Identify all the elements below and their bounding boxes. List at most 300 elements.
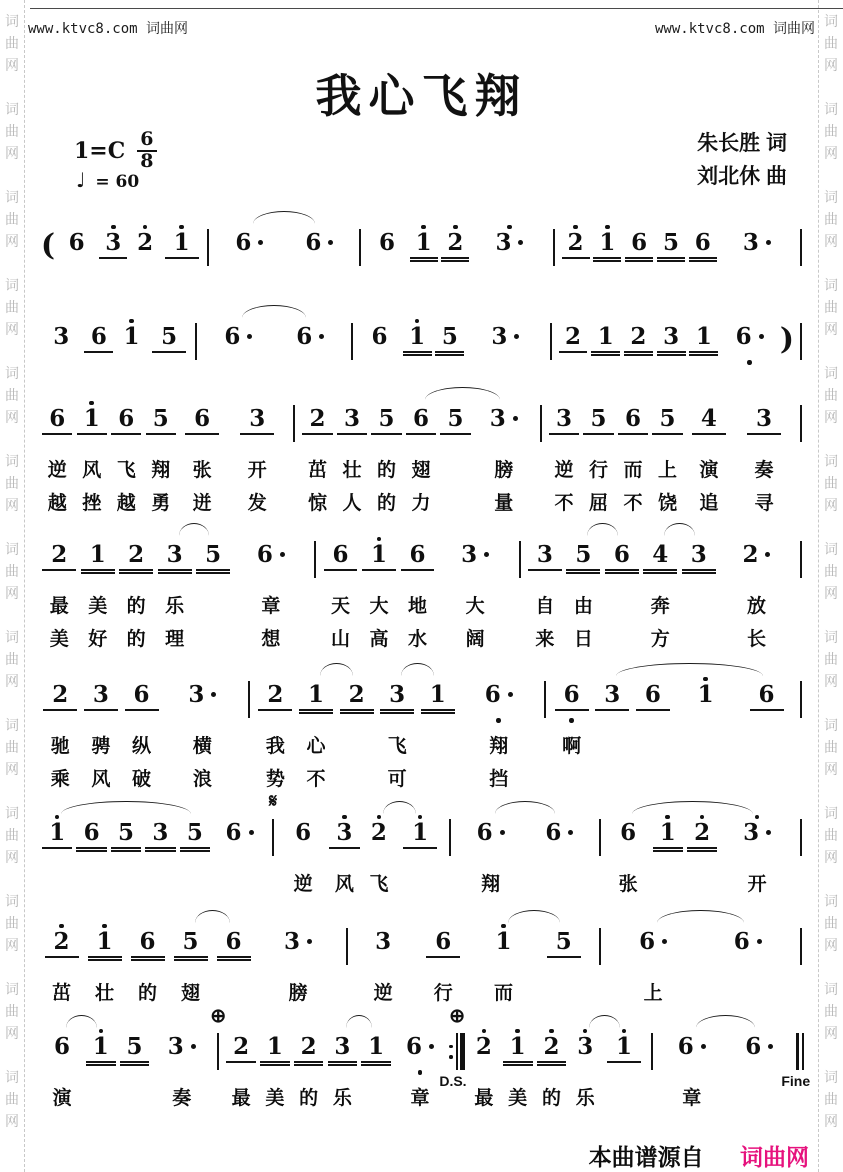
watermark-text: 曲: [824, 915, 838, 931]
note-digit: 2: [348, 681, 365, 708]
lyric-syllable: 上: [643, 983, 663, 1004]
beam-underlines: [226, 432, 288, 441]
barline: [795, 216, 807, 266]
lyric-syllable: 逆: [373, 983, 393, 1004]
note-token: [40, 528, 78, 654]
beam-underlines: [40, 708, 81, 717]
watermark-group: [824, 802, 838, 868]
beam-line: [435, 354, 464, 356]
bar-line: [351, 323, 353, 360]
bar-thin-line: [456, 1033, 458, 1070]
beam-underlines: [126, 955, 169, 964]
barline: [548, 216, 560, 266]
beam-line: [625, 257, 653, 259]
barline: [545, 310, 557, 360]
site-url-left[interactable]: www.ktvc8.com 词曲网: [28, 21, 189, 37]
beam-underlines: [700, 955, 795, 964]
beam-line: [441, 257, 469, 259]
lyric-syllable: 行: [433, 983, 453, 1004]
note-token: [437, 528, 514, 654]
beam-underlines: [726, 1060, 794, 1069]
beam-underlines: [655, 350, 688, 359]
lyric-syllable: 屈: [588, 493, 608, 514]
beam-line: [682, 569, 716, 571]
tempo-marking: [76, 168, 139, 192]
beam-underlines: [471, 256, 547, 265]
lyric-syllable: 的: [541, 1088, 561, 1109]
beam-underlines: [718, 568, 795, 577]
beam-underlines: [84, 1060, 118, 1069]
lyric-syllable: 演: [699, 460, 719, 481]
lyric-syllable: 乐: [575, 1088, 595, 1109]
note-digit: 5: [441, 323, 458, 350]
beam-underlines: [143, 846, 177, 855]
beam-underlines: [202, 350, 274, 359]
lyric-syllable: 开: [747, 874, 767, 895]
watermark-text: 词: [824, 277, 838, 293]
note-digit: 6: [694, 229, 711, 256]
barline: [267, 791, 279, 856]
note-digit: 6: [758, 681, 775, 708]
coda-icon: ⊕: [449, 1006, 465, 1027]
octave-dot-above-row: [143, 216, 148, 229]
lyric-syllable: 大: [369, 596, 389, 617]
barline: [795, 310, 807, 360]
note-token: [109, 392, 143, 518]
octave-dot-above-row: [421, 216, 426, 229]
octave-dot-above-row: [507, 216, 512, 229]
beam-line: [145, 850, 175, 852]
note-token: [296, 668, 337, 794]
beam-line: [185, 433, 219, 435]
beam-underlines: [194, 568, 232, 577]
note-digit: 6: [49, 405, 66, 432]
watermark-text: 网: [5, 937, 19, 953]
note-digit: 6: [639, 928, 667, 955]
credits: [697, 128, 787, 193]
watermark-text: 词: [824, 101, 838, 117]
octave-dot-above-row: [99, 1020, 104, 1033]
note-token: [417, 668, 458, 794]
watermark-text: 网: [824, 1025, 838, 1041]
note-digit: 6: [90, 323, 107, 350]
beam-line: [440, 433, 470, 435]
note-digit: 2: [567, 229, 584, 256]
watermark-text: 词: [5, 101, 19, 117]
beam-line: [81, 572, 115, 574]
lyric-syllable: 阔: [465, 629, 485, 650]
beam-underlines: [360, 568, 398, 577]
note-digit: 3: [461, 541, 489, 568]
watermark-text: 曲: [5, 475, 19, 491]
note-digit: 1: [599, 229, 616, 256]
beam-line: [131, 959, 165, 961]
beam-underlines: [327, 846, 361, 855]
note-token: [685, 392, 733, 518]
beam-line: [652, 433, 682, 435]
beam-line: [258, 709, 292, 711]
lyric-syllable: 壮: [94, 983, 114, 1004]
note-digit: 1: [266, 1033, 283, 1060]
beam-underlines: [534, 955, 594, 964]
beam-line: [406, 433, 436, 435]
augmentation-dot: [258, 240, 263, 245]
beam-underlines: [362, 846, 396, 855]
watermark-text: 曲: [824, 123, 838, 139]
beam-underlines: [169, 955, 212, 964]
note-token: [568, 1020, 602, 1113]
barline: [243, 668, 255, 718]
note-digit: 3: [577, 1033, 594, 1060]
augmentation-dot: [766, 830, 771, 835]
watermark-text: 网: [824, 673, 838, 689]
watermark-text: 词: [5, 365, 19, 381]
barline: [646, 1020, 658, 1070]
watermark-text: 曲: [824, 827, 838, 843]
watermark-group: [824, 10, 838, 76]
watermark-group: [5, 538, 19, 604]
note-digit: 1: [597, 323, 614, 350]
beam-line: [196, 569, 230, 571]
beam-underlines: [687, 350, 720, 359]
watermark-text: 词: [824, 717, 838, 733]
watermark-text: 网: [5, 1113, 19, 1129]
bar-line: [449, 819, 451, 856]
note-token: [622, 310, 655, 370]
note-token: [300, 392, 334, 518]
lyric-syllable: 乐: [165, 596, 185, 617]
octave-dot-above-row: [573, 216, 578, 229]
beam-line: [555, 709, 589, 711]
note-token: [109, 806, 143, 899]
watermark-group: [824, 362, 838, 428]
note-digit: 5: [152, 405, 169, 432]
beam-underlines: [433, 350, 466, 359]
composer-credit: 刘北休 曲: [697, 164, 787, 188]
watermark-text: 网: [824, 57, 838, 73]
note-digit: 3: [375, 928, 392, 955]
beam-line: [299, 712, 333, 714]
barline: [210, 1006, 227, 1070]
beam-line: [88, 959, 122, 961]
note-token: [589, 310, 622, 370]
beam-underlines: [547, 432, 581, 441]
bar-line: [800, 541, 802, 578]
note-token: [255, 668, 296, 794]
bar-line: [314, 541, 316, 578]
bar-line: [800, 229, 802, 266]
note-token: [279, 806, 327, 899]
song-title: 我心飞翔: [315, 70, 528, 122]
beam-line: [380, 709, 414, 711]
octave-dot-above-row: [111, 216, 116, 229]
lyric-syllable: 美: [265, 1088, 285, 1109]
beam-underlines: [589, 350, 622, 359]
note-digit: 6: [624, 405, 641, 432]
barline: [341, 915, 353, 965]
lyric-syllable: 的: [299, 1088, 319, 1109]
lyric-syllable: 开: [247, 460, 267, 481]
note-digit: 4: [652, 541, 669, 568]
watermark-group: [824, 978, 838, 1044]
note-token: [126, 915, 169, 1008]
lyric-syllable: 理: [165, 629, 185, 650]
beam-underlines: [109, 846, 143, 855]
beam-line: [120, 1061, 150, 1063]
lyric-syllable: 茁: [308, 460, 328, 481]
augmentation-dot: [484, 552, 489, 557]
note-token: [40, 1020, 84, 1113]
note-token: [438, 392, 472, 518]
note-token: [117, 528, 155, 654]
augmentation-dot: [247, 334, 252, 339]
note-token: [720, 310, 779, 370]
beam-underlines: [353, 955, 413, 964]
augmentation-dot: [514, 334, 519, 339]
slur-arc: [508, 910, 560, 923]
beam-underlines: [232, 568, 309, 577]
note-digit: 1: [173, 229, 190, 256]
beam-underlines: [413, 955, 473, 964]
beam-underlines: [129, 256, 161, 265]
watermark-group: [5, 802, 19, 868]
slur-arc: [696, 1015, 756, 1028]
octave-dot-above-row: [549, 1020, 554, 1033]
octave-dot-above-row: [482, 1020, 487, 1033]
lyric-syllable: 不: [554, 493, 574, 514]
footer-site-link[interactable]: 词曲网: [740, 1144, 809, 1170]
slur-arc: [401, 663, 434, 676]
note-digit: 5: [118, 819, 135, 846]
lyric-syllable: 的: [126, 629, 146, 650]
bar-thick-line: [802, 1033, 805, 1070]
beam-line: [747, 433, 781, 435]
beam-line: [595, 709, 629, 711]
lyric-syllable: 饶: [657, 493, 677, 514]
beam-line: [636, 709, 670, 711]
beam-underlines: [591, 256, 623, 265]
note-token: [466, 310, 544, 370]
note-token: [471, 216, 547, 276]
watermark-group: [5, 714, 19, 780]
note-digit: 1: [89, 541, 106, 568]
note-digit: 1: [409, 323, 426, 350]
note-token: [401, 310, 434, 370]
lyric-syllable: 大: [465, 596, 485, 617]
note-token: [547, 392, 581, 518]
note-digit: 2: [300, 1033, 317, 1060]
beam-underlines: [274, 350, 346, 359]
note-digit: 5: [126, 1033, 143, 1060]
watermark-text: 曲: [5, 1003, 19, 1019]
lyric-syllable: 张: [618, 874, 638, 895]
beam-line: [371, 433, 401, 435]
beam-underlines: [279, 846, 327, 855]
note-token: [366, 216, 407, 276]
note-token: [535, 1020, 569, 1113]
music-system: [40, 1006, 811, 1113]
beam-underlines: [658, 1060, 726, 1069]
lyric-syllable: 山: [331, 629, 351, 650]
watermark-text: 曲: [5, 35, 19, 51]
augmentation-dot: [765, 552, 770, 557]
note-token: [115, 310, 148, 370]
lyric-syllable: 壮: [342, 460, 362, 481]
beam-underlines: [651, 846, 685, 855]
watermark-text: 曲: [824, 651, 838, 667]
beam-underlines: [161, 256, 202, 265]
watermark-text: 词: [5, 277, 19, 293]
music-system: [40, 915, 807, 1008]
beam-line: [689, 257, 717, 259]
beam-underlines: [40, 432, 74, 441]
note-digit: 6: [678, 1033, 706, 1060]
watermark-text: 网: [5, 849, 19, 865]
beam-line: [99, 257, 127, 259]
open-paren: (: [40, 227, 56, 263]
watermark-text: 曲: [5, 563, 19, 579]
repeat-bar-shape: [449, 1033, 465, 1070]
lyric-syllable: 翅: [180, 983, 200, 1004]
watermark-group: [5, 890, 19, 956]
watermark-text: 网: [824, 497, 838, 513]
watermark-text: 网: [5, 233, 19, 249]
bar-line: [359, 229, 361, 266]
octave-dot-above-row: [755, 806, 760, 819]
beam-underlines: [377, 708, 418, 717]
beam-line: [657, 257, 685, 259]
beam-underlines: [109, 432, 143, 441]
augmentation-dot: [757, 939, 762, 944]
beam-line: [361, 1064, 391, 1066]
beam-line: [86, 1064, 116, 1066]
beam-line: [401, 569, 435, 571]
lyric-syllable: 水: [407, 629, 427, 650]
lyric-syllable: 而: [494, 983, 514, 1004]
note-token: [687, 216, 719, 276]
note-token: [178, 806, 212, 899]
lyric-syllable: 可: [387, 769, 407, 790]
watermark-text: 曲: [824, 563, 838, 579]
note-digit: 1: [368, 1033, 385, 1060]
beam-underlines: [673, 708, 738, 717]
note-token: [526, 528, 564, 654]
bar-line: [800, 681, 802, 718]
beam-line: [111, 847, 141, 849]
note-token: [581, 392, 615, 518]
site-url-right[interactable]: www.ktvc8.com 词曲网: [654, 21, 815, 37]
note-token: [398, 528, 436, 654]
note-digit: 2: [565, 323, 582, 350]
augmentation-dot: [211, 692, 216, 697]
beam-line: [240, 433, 274, 435]
beam-line: [403, 354, 432, 356]
beam-line: [583, 433, 613, 435]
lyric-syllable: 驰: [50, 736, 70, 757]
beam-underlines: [335, 432, 369, 441]
note-token: [226, 392, 288, 518]
note-digit: 1: [307, 681, 324, 708]
slur-arc: [346, 1015, 372, 1028]
beam-line: [689, 260, 717, 262]
lyric-syllable: 美: [49, 629, 69, 650]
note-digit: 6: [409, 541, 426, 568]
beam-underlines: [121, 708, 162, 717]
beam-underlines: [155, 568, 193, 577]
beam-line: [158, 572, 192, 574]
octave-dot-below: [496, 718, 501, 723]
watermark-text: 网: [5, 673, 19, 689]
beam-line: [302, 433, 332, 435]
lyric-syllable: 奏: [172, 1088, 192, 1109]
barline: [514, 528, 526, 578]
note-digit: 6: [53, 1033, 70, 1060]
beam-line: [362, 569, 396, 571]
beam-line: [403, 351, 432, 353]
lyric-syllable: 放: [746, 596, 766, 617]
note-token: [214, 216, 284, 276]
lyric-syllable: 追: [699, 493, 719, 514]
beam-line: [120, 1064, 150, 1066]
watermark-text: 词: [824, 189, 838, 205]
note-digit: 2: [742, 541, 770, 568]
note-digit: 1: [509, 1033, 526, 1060]
lyric-syllable: 翔: [489, 736, 509, 757]
beam-underlines: [456, 846, 525, 855]
beam-line: [81, 569, 115, 571]
beam-underlines: [685, 432, 733, 441]
lyric-syllable: 人: [342, 493, 362, 514]
final-barline: [781, 1020, 811, 1089]
note-token: [362, 806, 396, 899]
beam-underlines: [97, 256, 129, 265]
barline: [795, 806, 807, 856]
note-digit: 3: [152, 819, 169, 846]
beam-underlines: [255, 955, 341, 964]
note-token: [212, 915, 255, 1008]
beam-line: [750, 709, 784, 711]
watermark-text: 词: [5, 893, 19, 909]
beam-line: [618, 433, 648, 435]
note-digit: 3: [92, 681, 109, 708]
lyric-syllable: 寻: [754, 493, 774, 514]
beam-underlines: [641, 568, 679, 577]
music-system: [40, 310, 807, 370]
note-token: [258, 1020, 292, 1113]
note-digit: 1: [83, 405, 100, 432]
note-digit: 3: [334, 1033, 351, 1060]
note-token: [83, 915, 126, 1008]
slur-arc: [61, 801, 191, 814]
key-signature: [74, 130, 157, 172]
note-digit: 5: [378, 405, 395, 432]
music-system: [40, 216, 807, 276]
quarter-note-icon: ♩: [76, 168, 86, 192]
beam-line: [42, 433, 72, 435]
beam-underlines: [719, 846, 795, 855]
lyric-syllable: 横: [192, 736, 212, 757]
beam-underlines: [633, 708, 674, 717]
beam-underlines: [284, 256, 354, 265]
footer: [26, 1139, 817, 1172]
note-token: [458, 668, 539, 794]
lyric-syllable: 挫: [82, 493, 102, 514]
note-token: [169, 915, 212, 1008]
bar-thin-line: [796, 1033, 799, 1070]
key-label: 1=C: [74, 137, 126, 164]
slur-arc: [664, 523, 694, 536]
watermark-text: 曲: [5, 299, 19, 315]
